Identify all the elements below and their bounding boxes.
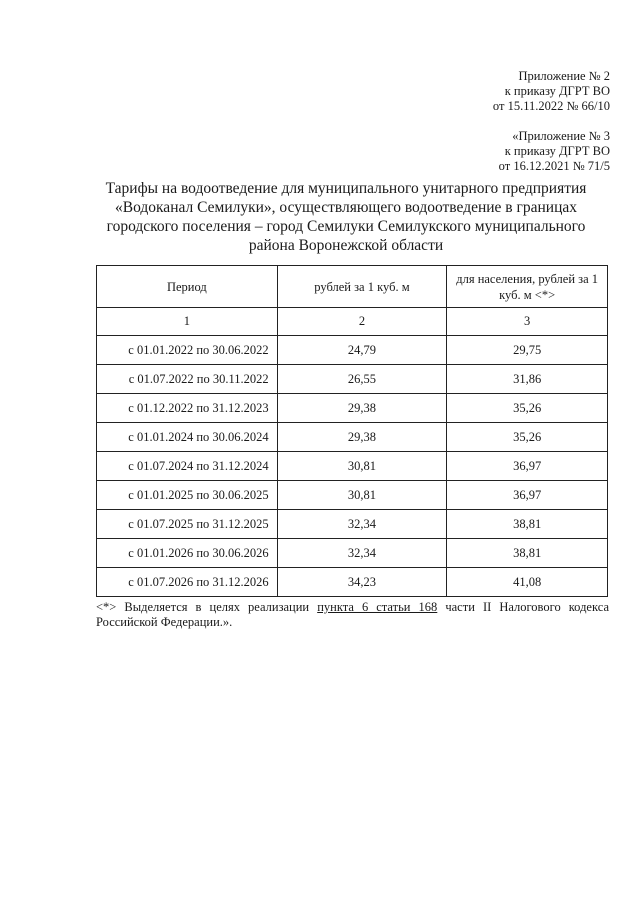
table-row bbox=[97, 510, 608, 539]
header-population-rate: для населения, рублей за 1 куб. м <*> bbox=[447, 266, 608, 308]
rate-cell: 34,23 bbox=[277, 568, 447, 597]
period-cell: с 01.07.2026 по 31.12.2026 bbox=[97, 568, 278, 597]
period-cell: с 01.12.2022 по 31.12.2023 bbox=[97, 394, 278, 423]
column-number: 2 bbox=[277, 308, 447, 336]
footnote-prefix: <*> Выделяется в целях реализации bbox=[96, 600, 318, 614]
population-rate-cell: 38,81 bbox=[447, 539, 608, 568]
table-row bbox=[97, 481, 608, 510]
title-line: Тарифы на водоотведение для муниципального унитарного предприятия bbox=[105, 180, 587, 197]
header-period: Период bbox=[97, 266, 278, 308]
population-rate-cell: 31,86 bbox=[447, 365, 608, 394]
appendix-date: от 15.11.2022 № 66/10 bbox=[492, 99, 610, 113]
title-line: городского поселения – город Семилуки Семилукского муниципального bbox=[106, 218, 586, 235]
period-cell: с 01.01.2022 по 30.06.2022 bbox=[97, 336, 278, 365]
table-row bbox=[97, 423, 608, 452]
appendix-order: к приказу ДГРТ ВО bbox=[504, 144, 610, 158]
period-cell: с 01.01.2026 по 30.06.2026 bbox=[97, 539, 278, 568]
period-cell: с 01.07.2025 по 31.12.2025 bbox=[97, 510, 278, 539]
population-rate-cell: 35,26 bbox=[447, 423, 608, 452]
table-row bbox=[97, 452, 608, 481]
table-row bbox=[97, 365, 608, 394]
rate-cell: 29,38 bbox=[277, 423, 447, 452]
rate-cell: 29,38 bbox=[277, 394, 447, 423]
footnote bbox=[96, 600, 609, 630]
column-number: 3 bbox=[447, 308, 608, 336]
population-rate-cell: 29,75 bbox=[447, 336, 608, 365]
table-row bbox=[97, 336, 608, 365]
appendix-number: «Приложение № 3 bbox=[512, 129, 610, 143]
column-number: 1 bbox=[97, 308, 278, 336]
period-cell: с 01.07.2024 по 31.12.2024 bbox=[97, 452, 278, 481]
rate-cell: 32,34 bbox=[277, 510, 447, 539]
appendix-reference-previous bbox=[499, 129, 610, 174]
period-cell: с 01.07.2022 по 30.11.2022 bbox=[97, 365, 278, 394]
document-title bbox=[96, 179, 596, 255]
rate-cell: 30,81 bbox=[277, 481, 447, 510]
tariff-table bbox=[96, 265, 608, 597]
period-cell: с 01.01.2024 по 30.06.2024 bbox=[97, 423, 278, 452]
rate-cell: 26,55 bbox=[277, 365, 447, 394]
table-row bbox=[97, 568, 608, 597]
table-header-row bbox=[97, 266, 608, 308]
rate-cell: 32,34 bbox=[277, 539, 447, 568]
table-row bbox=[97, 539, 608, 568]
population-rate-cell: 41,08 bbox=[447, 568, 608, 597]
period-cell: с 01.01.2025 по 30.06.2025 bbox=[97, 481, 278, 510]
appendix-order: к приказу ДГРТ ВО bbox=[504, 84, 610, 98]
tax-code-article-link[interactable]: пункта 6 статьи 168 bbox=[317, 600, 438, 614]
footnote-suffix: части II Налогового кодекса Российской Федерации.». bbox=[96, 600, 609, 629]
population-rate-cell: 36,97 bbox=[447, 452, 608, 481]
appendix-reference-current bbox=[493, 69, 610, 114]
population-rate-cell: 36,97 bbox=[447, 481, 608, 510]
rate-cell: 30,81 bbox=[277, 452, 447, 481]
rate-cell: 24,79 bbox=[277, 336, 447, 365]
appendix-date: от 16.12.2021 № 71/5 bbox=[498, 159, 610, 173]
population-rate-cell: 38,81 bbox=[447, 510, 608, 539]
title-line: «Водоканал Семилуки», осуществляющего водоотведение в границах bbox=[114, 199, 577, 216]
table-row bbox=[97, 394, 608, 423]
header-rate: рублей за 1 куб. м bbox=[277, 266, 447, 308]
title-line: района Воронежской области bbox=[248, 237, 444, 254]
appendix-number: Приложение № 2 bbox=[518, 69, 610, 83]
column-number-row bbox=[97, 308, 608, 336]
population-rate-cell: 35,26 bbox=[447, 394, 608, 423]
